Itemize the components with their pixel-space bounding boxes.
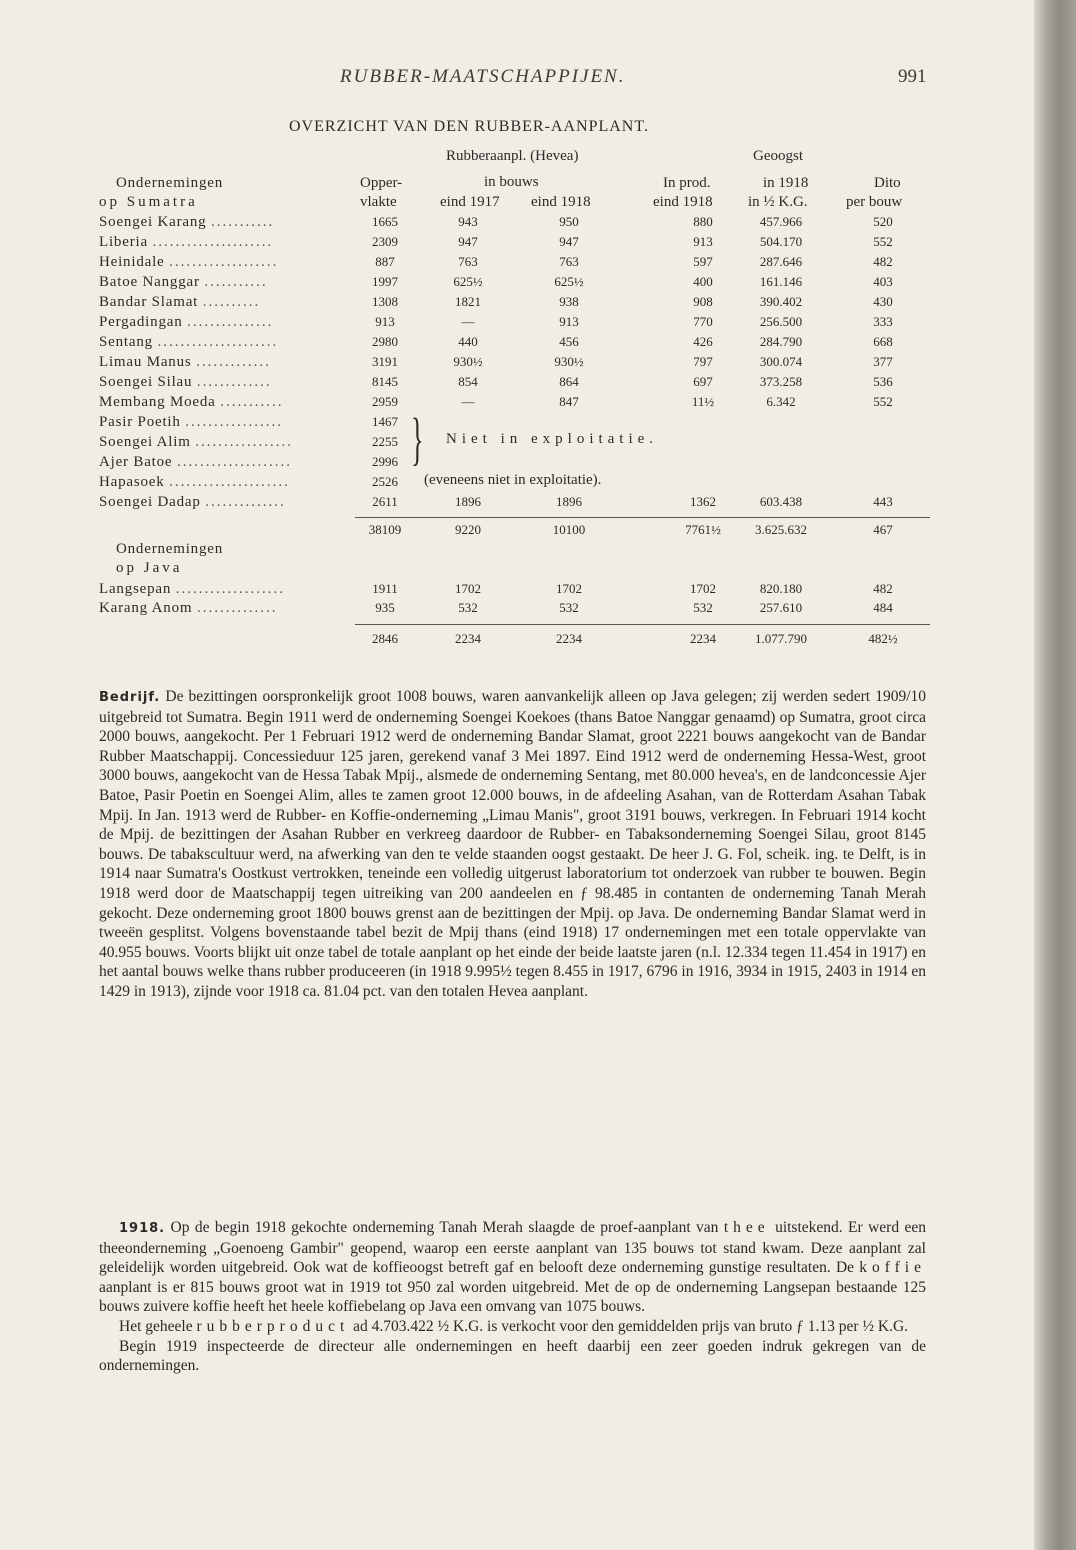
cell-e17: 1896: [455, 494, 481, 509]
cell-e18: 532: [559, 600, 579, 615]
cell-opp: 1308: [372, 294, 398, 309]
cell-e18: 938: [559, 294, 579, 309]
cell-per: 333: [873, 314, 893, 329]
text-rubberproduct-rest: ad 4.703.422 ½ K.G. is verkocht voor den gemiddelden prijs van bruto ƒ 1.13 per ½ K.G.: [353, 1317, 909, 1335]
cell-e17: 930½: [453, 354, 483, 369]
cell-geoogst: 287.646: [759, 254, 803, 269]
header-prod-eind-1918: eind 1918: [653, 194, 713, 210]
cell-per: 377: [873, 354, 893, 369]
header-in-bouws: in bouws: [484, 174, 539, 190]
paragraph-inspectie: [99, 1337, 926, 1376]
running-head: [0, 66, 1034, 96]
cell-opp: 2309: [372, 234, 398, 249]
cell-per: 443: [873, 494, 893, 509]
cell-opp: 1467: [372, 414, 398, 429]
cell-opp: 2526: [372, 474, 398, 489]
cell-per: 552: [873, 394, 893, 409]
cell-prod: 2234: [690, 631, 716, 646]
cell-e17: 2234: [455, 631, 481, 646]
cell-e17: 440: [458, 334, 478, 349]
cell-e17: —: [461, 394, 475, 409]
cell-opp: 1665: [372, 214, 398, 229]
header-op-sumatra: op Sumatra: [99, 194, 198, 210]
leader-dots: .....................: [157, 334, 279, 350]
header-vlakte: vlakte: [360, 194, 397, 210]
table-row: [0, 334, 1034, 354]
cell-e18: 763: [559, 254, 579, 269]
leader-dots: .............: [196, 374, 272, 390]
cell-e18: 1896: [556, 494, 582, 509]
table-row: [0, 394, 1034, 414]
total-row-sumatra: [0, 522, 1034, 542]
row-name: Membang Moeda: [99, 394, 216, 410]
header-opper: Opper-: [360, 175, 403, 191]
cell-e18: 847: [559, 394, 579, 409]
leader-dots: .............: [196, 354, 271, 370]
leader-dots: ...........: [210, 214, 275, 230]
cell-geoogst: 373.258: [759, 374, 803, 389]
cell-e18: 913: [559, 314, 579, 329]
row-name: Pergadingan: [99, 314, 183, 330]
row-name: Limau Manus: [99, 354, 192, 370]
leader-dots: .................: [185, 414, 283, 430]
paragraph-rubberproduct: [99, 1317, 926, 1337]
row-name: Heinidale: [99, 254, 165, 270]
cell-prod: 697: [693, 374, 713, 389]
cell-opp: 2255: [372, 434, 398, 449]
cell-prod: 597: [693, 254, 713, 269]
cell-e17: 943: [458, 214, 478, 229]
cell-prod: 880: [693, 214, 713, 229]
leader-dots: ...................: [175, 581, 285, 597]
header-geoogst: Geoogst: [753, 148, 803, 164]
cell-geoogst: 820.180: [759, 581, 803, 596]
table-row: [0, 274, 1034, 294]
section-1918: [99, 1218, 926, 1376]
leader-dots: ...........: [204, 274, 268, 290]
table-row: [0, 374, 1034, 394]
row-name: Soengei Alim: [99, 434, 191, 450]
cell-per: 430: [873, 294, 893, 309]
java-header-line2: op Java: [116, 560, 183, 576]
text-1918-part2: uitstekend. Er werd een theeonderneming „Goenoeng Gambir" geopend, waarop een eerste aanplant van 135 bouws tot stand kwam. Deze aanplant zal geleidelijk worden uitgebreid. Ook wat de koffieoogst betreft gaf en belooft deze onderneming gunstige resultaten. De: [99, 1219, 926, 1277]
leader-dots: .....................: [152, 234, 274, 250]
cell-opp: 913: [375, 314, 395, 329]
leader-dots: ...................: [169, 254, 279, 270]
cell-e17: 625½: [453, 274, 483, 289]
cell-geoogst: 390.402: [759, 294, 803, 309]
cell-geoogst: 3.625.632: [755, 522, 807, 537]
header-ondernemingen: Ondernemingen: [116, 175, 224, 191]
header-eind-1917: eind 1917: [440, 194, 500, 210]
cell-per: 482½: [868, 631, 898, 646]
leader-dots: ...........: [220, 394, 284, 410]
note-eveneens-niet: (eveneens niet in exploitatie).: [424, 472, 602, 488]
bedrijf-text: De bezittingen oorspronkelijk groot 1008 bouws, waren aanvankelijk alleen op Java gelegen; zij werden sedert 1909/10 uitgebreid tot Sumatra. Begin 1911 werd de onderneming Soengei Koekoes (thans Batoe Nanggar genaamd) op Sumatra, groot circa 2000 bouws, aangekocht. Per 1 Februari 1912 werd de onderneming Bandar Slamat, groot 2221 bouws aangekocht van de Bandar Rubber Maatschappij. Concessieduur 125 jaren, gerekend vanaf 3 Mei 1897. Eind 1912 werd de onderneming Hessa-West, groot 3000 bouws, aangekocht van de Hessa Tabak Mpij., alsmede de onderneming Sentang, met 80.000 hevea's, en de landconcessie Ajer Batoe, Pasir Poetin en Soengei Alim, alles te zamen groot 12.000 bouws, in de afdeeling Asahan, van de Rotterdam Asahan Tabak Mpij. In Jan. 1913 werd de Rubber- en Koffie-onderneming „Limau Manis", groot 3191 bouws, verkregen. In Februari 1914 kocht de Mpij. de bezittingen der Asahan Rubber en verkreeg daardoor de Rubber- en Tabaksonderneming Soengei Silau, groot 8145 bouws. De tabakscultuur werd, na afwerking van den te velde staanden oogst gestaakt. De heer J. G. Fol, scheik. ing. te Delft, is in 1914 naar Sumatra's Oostkust vertrokken, teneinde een volledig uitgerust laboratorium tot onderzoek van rubber te bouwen. Begin 1918 werd door de Maatschappij tegen uitreiking van 200 aandeelen en ƒ 98.485 in contanten de onderneming Tanah Merah gekocht. Deze onderneming groot 1800 bouws grenst aan de bezittingen der Mpij. op Java. De onderneming Bandar Slamat werd in tweeën gesplitst. Volgens bovenstaande tabel bezit de Mpij thans (eind 1918) 17 ondernemingen met een totale oppervlakte van 40.955 bouws. Voorts blijkt uit onze tabel de totale aanplant op het einde der beide laatste jaren (n.l. 12.334 tegen 11.454 in 1917) en het aantal bouws welke thans rubber produceeren (in 1918 9.995½ tegen 8.455 in 1917, 6796 in 1916, 3934 in 1915, 2403 in 1914 en 1429 in 1913), zijnde voor 1918 ca. 81.04 pct. van den totalen Hevea aanplant.: [99, 688, 927, 1000]
cell-e18: 625½: [554, 274, 584, 289]
leader-dots: ..............: [196, 600, 278, 616]
cell-per: 403: [873, 274, 893, 289]
lead-1918: 1918.: [119, 1221, 166, 1236]
row-name: Liberia: [99, 234, 148, 250]
cell-opp: 2980: [372, 334, 398, 349]
cell-prod: 400: [693, 274, 713, 289]
cell-opp: 2611: [372, 494, 398, 509]
table-row: [0, 294, 1034, 314]
row-name: Soengei Dadap: [99, 494, 201, 510]
right-brace: }: [411, 406, 424, 471]
table-row: [0, 254, 1034, 274]
cell-e17: 1702: [455, 581, 481, 596]
java-header-line1: Ondernemingen: [116, 541, 224, 557]
cell-prod: 11½: [691, 394, 715, 409]
word-koffie: koffie: [859, 1259, 926, 1277]
cell-geoogst: 284.790: [759, 334, 803, 349]
cell-geoogst: 6.342: [766, 394, 796, 409]
row-name: Soengei Silau: [99, 374, 193, 390]
table-row: [0, 214, 1034, 234]
text-1918-part3: aanplant is er 815 bouws groot wat in 1919 tot 950 zal worden uitgebreid. Met de op de onderneming Langsepan bestaande 125 bouws zuivere koffie heeft het heele koffiebelang op Java een omvang van 1075 bouws.: [99, 1278, 926, 1316]
cell-e18: 456: [559, 334, 579, 349]
cell-per: 552: [873, 234, 893, 249]
cell-e18: 2234: [556, 631, 582, 646]
header-half-kg: in ½ K.G.: [748, 194, 808, 210]
table-row: [0, 354, 1034, 374]
row-name: Ajer Batoe: [99, 454, 173, 470]
header-in-1918: in 1918: [763, 175, 809, 191]
row-name: Bandar Slamat: [99, 294, 199, 310]
header-rubberaanpl: Rubberaanpl. (Hevea): [446, 148, 579, 164]
table-row: [0, 314, 1034, 334]
total-row-java: [0, 631, 1034, 651]
note-niet-in-exploitatie: Niet in exploitatie.: [446, 431, 659, 447]
cell-prod: 7761½: [685, 522, 721, 537]
row-name: Pasir Poetih: [99, 414, 181, 430]
cell-per: 482: [873, 254, 893, 269]
leader-dots: .................: [195, 434, 293, 450]
cell-geoogst: 1.077.790: [755, 631, 807, 646]
cell-opp: 2846: [372, 631, 398, 646]
cell-e17: 947: [458, 234, 478, 249]
cell-opp: 1997: [372, 274, 398, 289]
cell-prod: 770: [693, 314, 713, 329]
text-inspectie: Begin 1919 inspecteerde de directeur alle ondernemingen en heeft daarbij een zeer goeden indruk gekregen van de ondernemingen.: [99, 1337, 926, 1375]
row-name: Batoe Nanggar: [99, 274, 200, 290]
cell-prod: 532: [693, 600, 713, 615]
leader-dots: ..............: [205, 494, 286, 510]
cell-opp: 8145: [372, 374, 398, 389]
cell-prod: 426: [693, 334, 713, 349]
cell-prod: 797: [693, 354, 713, 369]
cell-e17: 532: [458, 600, 478, 615]
bedrijf-section: [99, 687, 926, 1002]
cell-geoogst: 257.610: [759, 600, 803, 615]
cell-geoogst: 300.074: [759, 354, 803, 369]
cell-per: 484: [873, 600, 893, 615]
cell-prod: 913: [693, 234, 713, 249]
word-rubberproduct: rubberproduct: [196, 1317, 350, 1335]
cell-per: 482: [873, 581, 893, 596]
cell-e17: —: [461, 314, 475, 329]
row-name: Hapasoek: [99, 474, 165, 490]
cell-per: 520: [873, 214, 893, 229]
table-row: [0, 234, 1034, 254]
page-number: 991: [898, 66, 927, 87]
cell-e17: 763: [458, 254, 478, 269]
leader-dots: .....................: [169, 474, 290, 490]
bedrijf-lead: Bedrijf.: [99, 690, 161, 705]
leader-dots: ..........: [202, 294, 261, 310]
cell-prod: 908: [693, 294, 713, 309]
cell-opp: 38109: [368, 522, 402, 537]
leader-dots: ....................: [176, 454, 292, 470]
cell-geoogst: 504.170: [759, 234, 803, 249]
cell-prod: 1702: [690, 581, 716, 596]
book-spine-shadow: [1034, 0, 1076, 1550]
bedrijf-paragraph: [99, 687, 926, 1002]
cell-e18: 947: [559, 234, 579, 249]
paragraph-1918: [99, 1218, 926, 1317]
cell-e17: 9220: [455, 522, 481, 537]
cell-opp: 887: [375, 254, 395, 269]
row-name: Sentang: [99, 334, 153, 350]
table-title: OVERZICHT VAN DEN RUBBER-AANPLANT.: [289, 118, 649, 135]
header-per-bouw: per bouw: [846, 194, 903, 210]
leader-dots: ...............: [187, 314, 274, 330]
cell-e18: 864: [559, 374, 579, 389]
cell-geoogst: 457.966: [759, 214, 803, 229]
row-name: Langsepan: [99, 581, 172, 597]
cell-e18: 1702: [556, 581, 582, 596]
cell-per: 536: [873, 374, 893, 389]
running-head-title: RUBBER-MAATSCHAPPIJEN.: [340, 66, 626, 87]
cell-opp: 3191: [372, 354, 398, 369]
cell-geoogst: 603.438: [759, 494, 803, 509]
total-rule: [355, 624, 930, 625]
header-eind-1918: eind 1918: [531, 194, 591, 210]
cell-per: 467: [873, 522, 893, 537]
cell-e18: 10100: [552, 522, 586, 537]
cell-e18: 930½: [554, 354, 584, 369]
cell-e18: 950: [559, 214, 579, 229]
cell-opp: 2959: [372, 394, 398, 409]
header-in-prod: In prod.: [663, 175, 711, 191]
text-1918-part1: Op de begin 1918 gekochte onderneming Tanah Merah slaagde de proef-aanplant van: [170, 1219, 719, 1236]
word-thee: thee: [723, 1219, 770, 1236]
cell-e17: 1821: [455, 294, 481, 309]
table-row: [0, 600, 1034, 620]
header-dito: Dito: [874, 175, 901, 191]
text-geheele: Het geheele: [119, 1317, 193, 1335]
row-name: Soengei Karang: [99, 214, 207, 230]
total-rule: [355, 517, 930, 518]
cell-geoogst: 161.146: [759, 274, 803, 289]
cell-opp: 2996: [372, 454, 398, 469]
cell-geoogst: 256.500: [759, 314, 803, 329]
cell-per: 668: [873, 334, 893, 349]
table-row: [0, 581, 1034, 601]
table-row: [0, 454, 1034, 474]
cell-opp: 935: [375, 600, 395, 615]
cell-e17: 854: [458, 374, 478, 389]
cell-prod: 1362: [690, 494, 716, 509]
table-row: [0, 494, 1034, 514]
cell-opp: 1911: [372, 581, 398, 596]
row-name: Karang Anom: [99, 600, 193, 616]
